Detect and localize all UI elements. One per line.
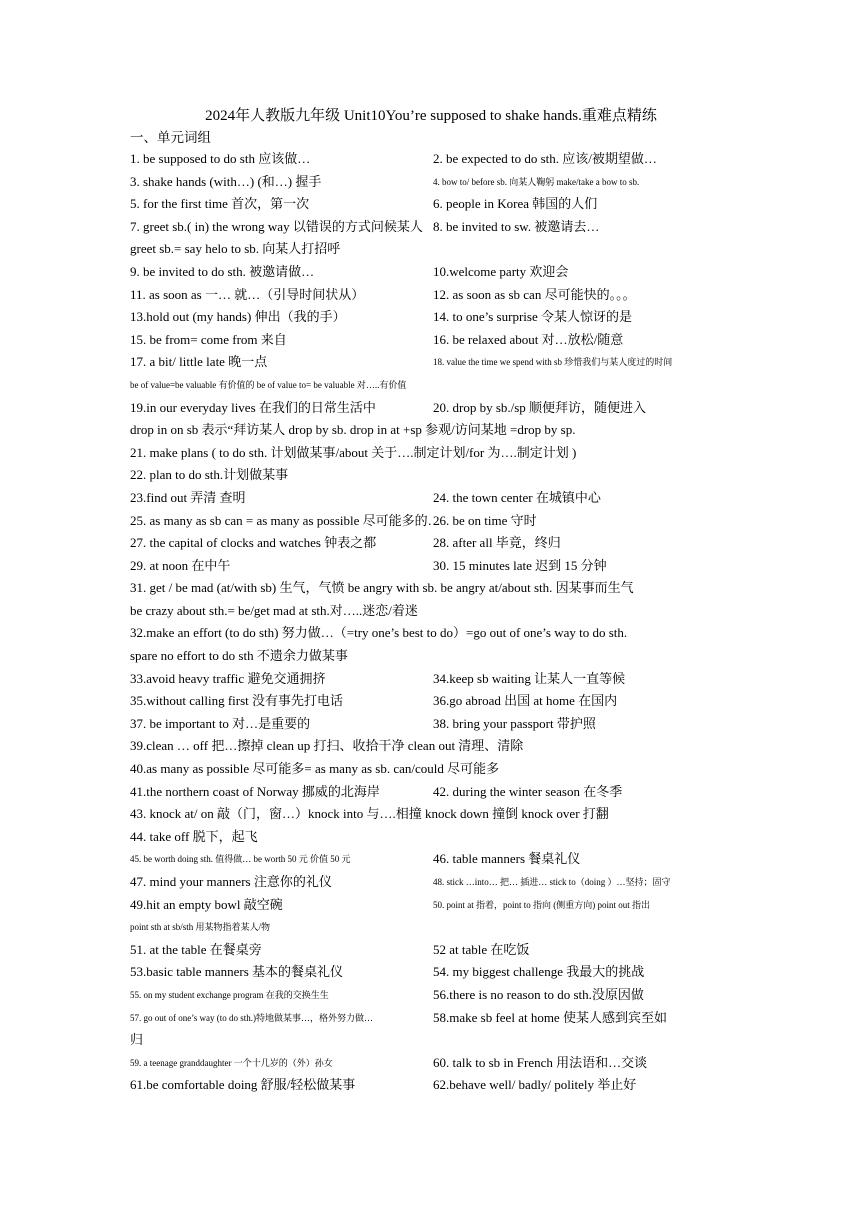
phrase-row — [130, 397, 742, 420]
phrase-row — [130, 826, 742, 849]
phrase-row — [130, 735, 742, 758]
phrase-left: 1. be supposed to do sth 应该做… — [130, 151, 311, 166]
phrase-row — [130, 984, 742, 1007]
phrase-left: 3. shake hands (with…) (和…) 握手 — [130, 173, 322, 189]
phrase-right: 20. drop by sb./sp 顺便拜访，随便进入 — [433, 399, 647, 415]
phrase-full: 39.clean … off 把…擦掉 clean up 打扫、收拾干净 clean out 清理、清除 — [130, 738, 524, 754]
phrase-right: 46. table manners 餐桌礼仪 — [433, 851, 581, 867]
phrase-row — [130, 238, 742, 261]
phrase-row — [130, 532, 742, 555]
phrase-row — [130, 690, 742, 713]
phrase-right: 60. talk to sb in French 用法语和…交谈 — [433, 1054, 648, 1070]
phrase-left: 61.be comfortable doing 舒服/轻松做某事 — [130, 1077, 356, 1093]
phrase-right: 36.go abroad 出国 at home 在国内 — [433, 693, 618, 709]
phrase-right: 52 at table 在吃饭 — [433, 941, 530, 957]
phrase-row — [130, 803, 742, 826]
phrase-right: 12. as soon as sb can 尽可能快的。。。 — [433, 286, 636, 302]
phrase-left: 29. at noon 在中午 — [130, 557, 231, 573]
phrase-left: 53.basic table manners 基本的餐桌礼仪 — [130, 964, 344, 980]
phrase-row — [130, 442, 742, 465]
phrase-left: 15. be from= come from 来自 — [130, 331, 287, 347]
phrase-row — [130, 306, 742, 329]
phrase-left: 55. on my student exchange program 在我的交换生生 — [130, 989, 329, 1000]
phrase-full: 44. take off 脱下，起飞 — [130, 828, 258, 844]
phrase-row — [130, 419, 742, 442]
phrase-row — [130, 871, 742, 894]
phrase-row — [130, 464, 742, 487]
phrase-right: 58.make sb feel at home 使某人感到宾至如 — [433, 1009, 667, 1025]
phrase-row — [130, 577, 742, 600]
phrase-right: 24. the town center 在城镇中心 — [433, 489, 601, 505]
phrase-left: 35.without calling first 没有事先打电话 — [130, 693, 344, 709]
phrase-right: 6. people in Korea 韩国的人们 — [433, 196, 598, 212]
phrase-right: 62.behave well/ badly/ politely 举止好 — [433, 1077, 637, 1093]
phrase-left: 23.find out 弄清 查明 — [130, 489, 246, 505]
phrase-list — [130, 148, 742, 1097]
phrase-left: 41.the northern coast of Norway 挪威的北海岸 — [130, 783, 380, 799]
phrase-row — [130, 894, 742, 917]
phrase-row — [130, 1029, 742, 1052]
phrase-full: 43. knock at/ on 敲（门，窗…）knock into 与….相撞 knock down 撞倒 knock over 打翻 — [130, 806, 609, 822]
phrase-left: 13.hold out (my hands) 伸出（我的手） — [130, 309, 346, 325]
phrase-right: 8. be invited to sw. 被邀请去… — [433, 218, 600, 234]
phrase-row — [130, 600, 742, 623]
phrase-row — [130, 916, 742, 939]
phrase-row — [130, 668, 742, 691]
phrase-right: 2. be expected to do sth. 应该/被期望做… — [433, 151, 657, 166]
phrase-row — [130, 261, 742, 284]
phrase-right: 54. my biggest challenge 我最大的挑战 — [433, 964, 645, 980]
phrase-row — [130, 148, 742, 171]
phrase-full: 31. get / be mad (at/with sb) 生气，气愤 be angry with sb. be angry at/about sth. 因某事而生气 — [130, 580, 634, 596]
phrase-row — [130, 1074, 742, 1097]
phrase-right: 56.there is no reason to do sth.没原因做 — [433, 986, 644, 1002]
phrase-right: 42. during the winter season 在冬季 — [433, 783, 623, 799]
phrase-right: 30. 15 minutes late 迟到 15 分钟 — [433, 557, 607, 573]
phrase-row — [130, 939, 742, 962]
phrase-right: 18. value the time we spend with sb 珍惜我们与某人度过的时间 — [433, 357, 673, 368]
phrase-full: be crazy about sth.= be/get mad at sth.对…..迷恋/着迷 — [130, 602, 418, 618]
phrase-full: 22. plan to do sth.计划做某事 — [130, 467, 289, 483]
phrase-left: 51. at the table 在餐桌旁 — [130, 941, 262, 957]
phrase-row — [130, 329, 742, 352]
phrase-row — [130, 1052, 742, 1075]
phrase-row — [130, 510, 742, 533]
phrase-row — [130, 645, 742, 668]
phrase-right: 26. be on time 守时 — [433, 512, 537, 528]
phrase-right: 38. bring your passport 带护照 — [433, 715, 596, 731]
phrase-left: 49.hit an empty bowl 敲空碗 — [130, 896, 283, 912]
phrase-full: 32.make an effort (to do sth) 努力做…（=try one’s best to do）=go out of one’s way to do sth. — [130, 625, 628, 641]
phrase-right: 10.welcome party 欢迎会 — [433, 263, 569, 279]
phrase-right: 16. be relaxed about 对…放松/随意 — [433, 331, 624, 347]
phrase-left: 47. mind your manners 注意你的礼仪 — [130, 874, 332, 889]
phrase-left: 9. be invited to do sth. 被邀请做… — [130, 263, 315, 279]
phrase-right: 48. stick …into… 把… 插进… stick to（doing ）…坚持；固守 — [433, 877, 671, 887]
phrase-row — [130, 193, 742, 216]
phrase-row — [130, 351, 742, 374]
phrase-full: 21. make plans ( to do sth. 计划做某事/about 关于….制定计划/for 为….制定计划 ) — [130, 444, 577, 460]
phrase-left: 11. as soon as 一… 就…（引导时间状从） — [130, 286, 365, 302]
phrase-row — [130, 848, 742, 871]
phrase-row — [130, 374, 742, 397]
phrase-right: 4. bow to/ before sb. 向某人鞠躬 make/take a bow to sb. — [433, 176, 640, 187]
phrase-full: 40.as many as possible 尽可能多= as many as sb. can/could 尽可能多 — [130, 761, 500, 777]
phrase-full: point sth at sb/sth 用某物指着某人/物 — [130, 922, 271, 933]
phrase-left: 37. be important to 对…是重要的 — [130, 715, 311, 731]
phrase-row — [130, 555, 742, 578]
phrase-row — [130, 961, 742, 984]
phrase-full: drop in on sb 表示“拜访某人 drop by sb. drop in at +sp 参观/访问某地 =drop by sp. — [130, 422, 576, 438]
phrase-row — [130, 171, 742, 194]
phrase-row — [130, 216, 742, 239]
phrase-left: 5. for the first time 首次，第一次 — [130, 196, 310, 212]
phrase-row — [130, 1007, 742, 1030]
phrase-row — [130, 487, 742, 510]
phrase-row — [130, 284, 742, 307]
phrase-row — [130, 781, 742, 804]
phrase-left: 27. the capital of clocks and watches 钟表之都 — [130, 535, 377, 551]
phrase-full: greet sb.= say helo to sb. 向某人打招呼 — [130, 241, 341, 257]
phrase-row — [130, 713, 742, 736]
phrase-right: 28. after all 毕竟，终归 — [433, 535, 561, 551]
phrase-left: 33.avoid heavy traffic 避免交通拥挤 — [130, 670, 326, 686]
phrase-left: 25. as many as sb can = as many as possible 尽可能多的… — [130, 512, 441, 528]
phrase-left: 7. greet sb.( in) the wrong way 以错误的方式问候某人 — [130, 218, 423, 234]
phrase-row — [130, 622, 742, 645]
phrase-row — [130, 758, 742, 781]
phrase-full: spare no effort to do sth 不遗余力做某事 — [130, 648, 348, 664]
phrase-left: 57. go out of one’s way (to do sth.)特地做某事…，格外努力做… — [130, 1012, 373, 1023]
phrase-left: 17. a bit/ little late 晚一点 — [130, 354, 268, 370]
section-heading: 一、单元词组 — [130, 130, 211, 146]
phrase-left: 19.in our everyday lives 在我们的日常生活中 — [130, 399, 376, 415]
document-page — [130, 106, 742, 1097]
phrase-full: be of value=be valuable 有价值的 be of value to= be valuable 对…..有价值 — [130, 379, 407, 390]
phrase-right: 14. to one’s surprise 令某人惊讶的是 — [433, 309, 632, 325]
page-title: 2024年人教版九年级 Unit10You’re supposed to shake hands.重难点精练 — [205, 108, 657, 124]
phrase-left: 45. be worth doing sth. 值得做… be worth 50 元 价值 50 元 — [130, 854, 351, 865]
phrase-right: 34.keep sb waiting 让某人一直等候 — [433, 670, 626, 686]
phrase-left: 59. a teenage granddaughter 一个十几岁的（外）孙女 — [130, 1057, 333, 1068]
phrase-full: 归 — [130, 1032, 144, 1048]
phrase-right: 50. point at 指着，point to 指向 (侧重方向) point out 指出 — [433, 899, 650, 910]
